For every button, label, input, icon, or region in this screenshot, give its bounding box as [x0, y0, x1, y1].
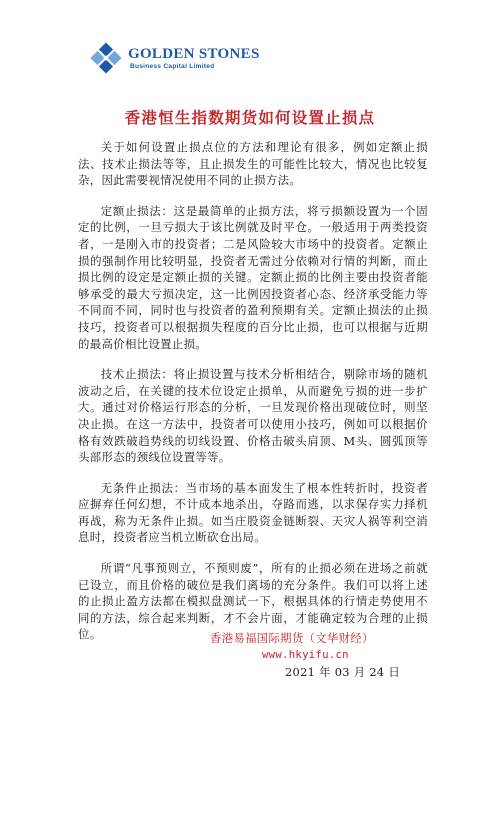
article-body — [78, 139, 428, 657]
paragraph-fixed-stop-loss: 定额止损法：这是最简单的止损方法，将亏损额设置为一个固定的比例，一旦亏损大于该比例就及时平仓。一般适用于两类投资者，一是刚入市的投资者；二是风险较大市场中的投资者。定额止损的强制作用比较明显，投资者无需过分依赖对行情的判断，而止损比例的设定是定额止损的关键。定额止损的比例主要由投资者能够承受的最大亏损决定，这一比例因投资者心态、经济承受能力等不同而不同，同时也与投资者的盈利预期有关。定额止损法的止损技巧，投资者可以根据损失程度的百分比止损，也可以根据与近期的最高价相比设置止损。 — [78, 203, 428, 351]
logo-subtitle: Business Capital Limited — [130, 63, 215, 70]
footer-url[interactable]: www.hkyifu.cn — [262, 649, 349, 661]
paragraph-intro: 关于如何设置止损点位的方法和理论有很多，例如定额止损法、技术止损法等等，且止损发生的可能性比较大，情况也比较复杂，因此需要视情况使用不同的止损方法。 — [78, 140, 428, 188]
paragraph-unconditional-stop-loss: 无条件止损法：当市场的基本面发生了根本性转折时，投资者应摒弃任何幻想，不计成本地杀出，夺路而逃，以求保存实力择机再战，称为无条件止损。如当庄股资金链断裂、天灾人祸等利空消息时，投资者应当机立断砍仓出局。 — [78, 480, 428, 545]
footer-signature — [210, 630, 470, 681]
company-logo — [88, 40, 308, 80]
paragraph-conclusion: 所谓“凡事预则立，不预则废”，所有的止损必须在进场之前就已设立，而且价格的破位是我们离场的充分条件。我们可以将上述的止损止盈方法都在模拟盘测试一下，根据具体的行情走势使用不同的方法，综合起来判断，才不会片面，才能确定较为合理的止损位。 — [78, 561, 428, 642]
paragraph-technical-stop-loss: 技术止损法：将止损设置与技术分析相结合，剔除市场的随机波动之后，在关键的技术位设定止损单，从而避免亏损的进一步扩大。通过对价格运行形态的分析，一旦发现价格出现破位时，则坚决止损。在这一方法中，投资者可以使用小技巧，例如可以根据价格有效跌破趋势线的切线设置、价格击破头肩顶、M头、圆弧顶等头部形态的颈线位设置等等。 — [78, 367, 428, 465]
diamond-logo-icon — [88, 40, 124, 76]
footer-company: 香港易福国际期货（文华财经） — [210, 631, 374, 645]
footer-date: 2021 年 03 月 24 日 — [285, 665, 401, 679]
page-title: 香港恒生指数期货如何设置止损点 — [124, 108, 376, 127]
logo-name: GOLDEN STONES — [128, 46, 260, 62]
